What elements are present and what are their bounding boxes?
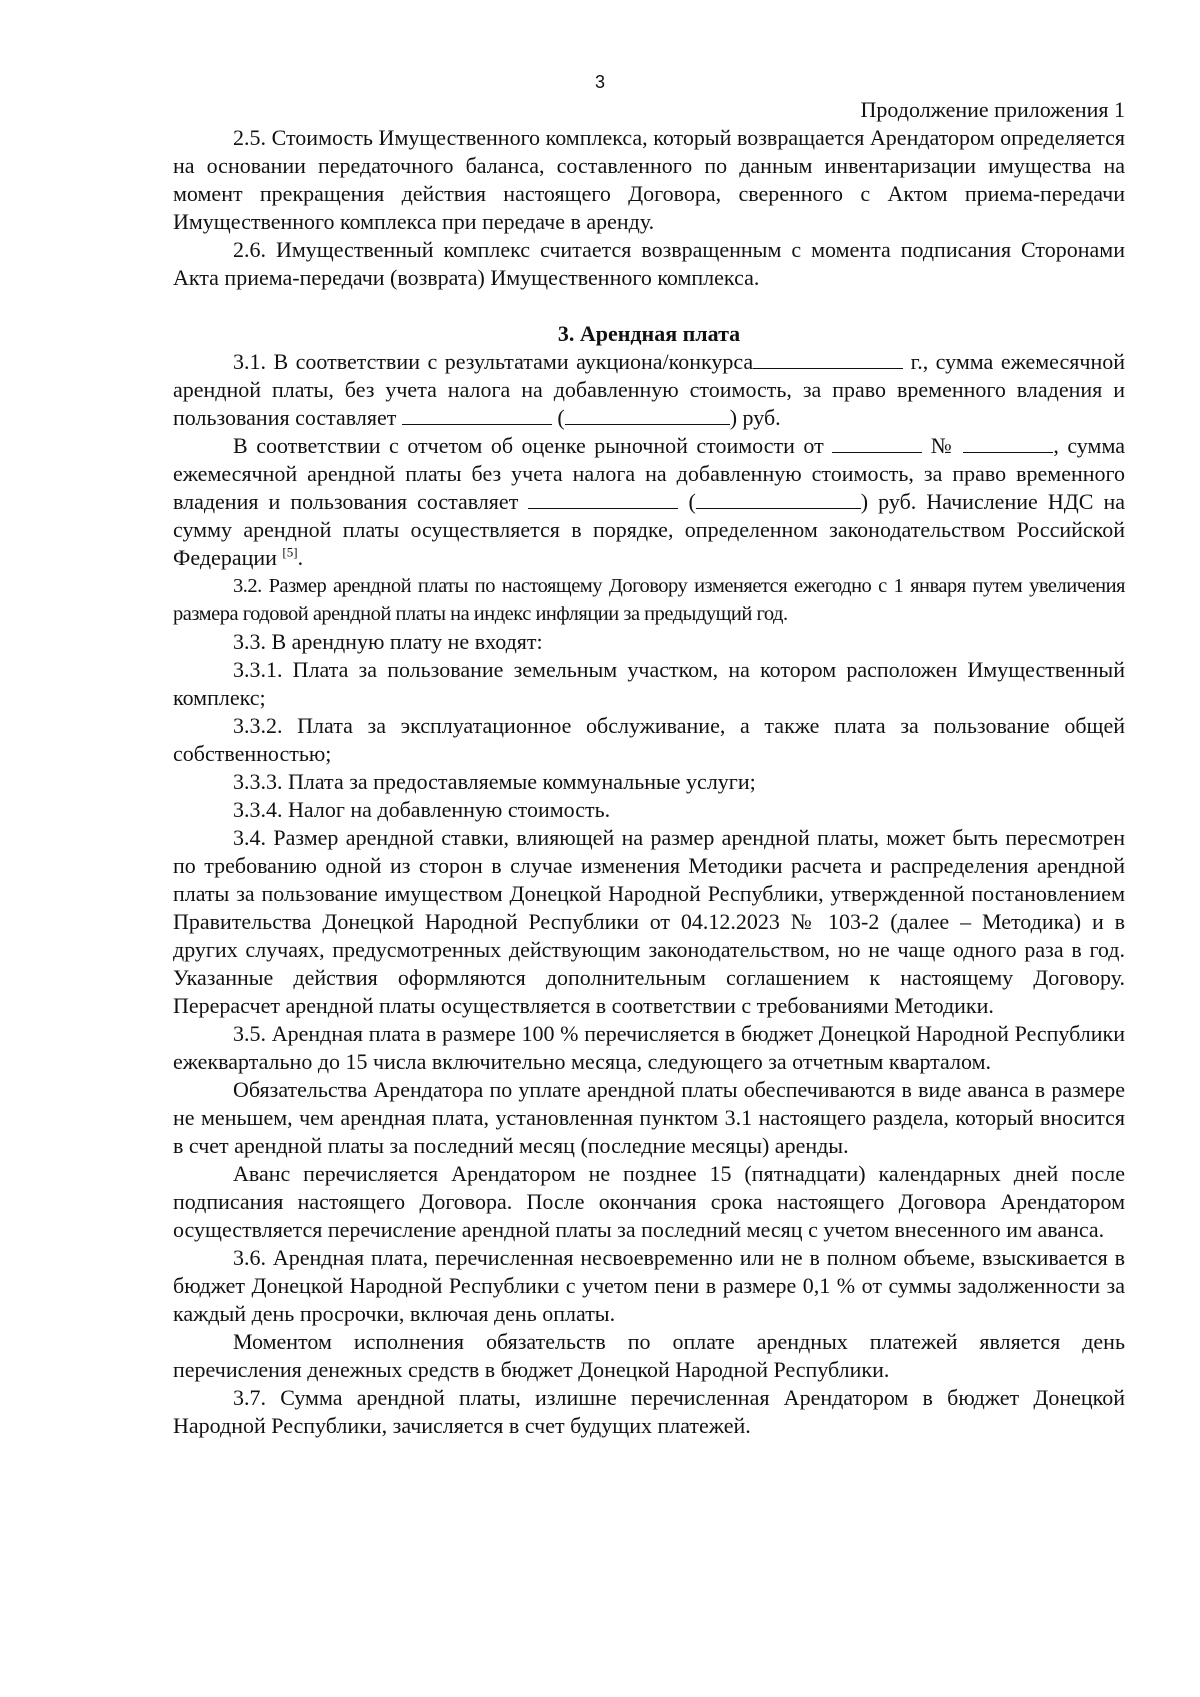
clause-3-6-moment: Моментом исполнения обязательств по оплате арендных платежей является день перечисления денежных средств в бюджет Донецкой Народной Республики. xyxy=(173,1329,1125,1382)
blank-field xyxy=(832,432,922,453)
clause-3-7: 3.7. Сумма арендной платы, излишне перечисленная Арендатором в бюджет Донецкой Народной Республики, зачисляется в счет будущих платежей. xyxy=(173,1385,1125,1438)
spacer xyxy=(173,292,1125,306)
blank-field xyxy=(402,404,552,425)
blank-field xyxy=(963,432,1053,453)
blank-field xyxy=(696,488,861,509)
section-3-title: 3. Арендная плата xyxy=(557,321,741,346)
document-body xyxy=(173,96,1125,1440)
page-number: 3 xyxy=(594,72,605,92)
clause-2-6: 2.6. Имущественный комплекс считается возвращенным с момента подписания Сторонами Акта приема-передачи (возврата) Имущественного комплекса. xyxy=(173,237,1125,290)
clause-3-3: 3.3. В арендную плату не входят: xyxy=(233,629,543,654)
clause-3-3-1: 3.3.1. Плата за пользование земельным участком, на котором расположен Имущественный комплекс; xyxy=(173,657,1125,710)
clause-3-5: 3.5. Арендная плата в размере 100 % перечисляется в бюджет Донецкой Народной Республики ежеквартально до 15 числа включительно месяца, следующего за отчетным кварталом. xyxy=(173,1021,1125,1074)
footnote-ref: [5] xyxy=(282,544,298,560)
clause-3-2: 3.2. Размер арендной платы по настоящему Договору изменяется ежегодно с 1 января путем увеличения размера годовой арендной платы на индекс инфляции за предыдущий год. xyxy=(173,575,1125,625)
clause-3-5-advance: Аванс перечисляется Арендатором не позднее 15 (пятнадцати) календарных дней после подписания настоящего Договора. После окончания срока настоящего Договора Арендатором осуществляется перечисление арендной платы за последний месяц с учетом внесенного им аванса. xyxy=(173,1161,1125,1242)
blank-field xyxy=(565,404,730,425)
clause-3-4: 3.4. Размер арендной ставки, влияющей на размер арендной платы, может быть пересмотрен по требованию одной из сторон в случае изменения Методики расчета и распределения арендной платы за пользование имуществом Донецкой Народной Республики, утвержденной постановлением Правительства Донецкой Народной Республики от 04.12.2023 № 103-2 (далее – Методика) и в других случаях, предусмотренных действующим законодательством, но не чаще одного раза в год. Указанные действия оформляются дополнительным соглашением к настоящему Договору. Перерасчет арендной платы осуществляется в соответствии с требованиями Методики. xyxy=(173,825,1125,1018)
clause-3-3-2: 3.3.2. Плата за эксплуатационное обслуживание, а также плата за пользование общей собственностью; xyxy=(173,713,1125,766)
clause-3-3-3: 3.3.3. Плата за предоставляемые коммунальные услуги; xyxy=(233,769,756,794)
clause-3-6: 3.6. Арендная плата, перечисленная несвоевременно или не в полном объеме, взыскивается в бюджет Донецкой Народной Республики с учетом пени в размере 0,1 % от суммы задолженности за каждый день просрочки, включая день оплаты. xyxy=(173,1245,1125,1326)
blank-field xyxy=(753,348,903,369)
continuation-note: Продолжение приложения 1 xyxy=(860,97,1125,122)
clause-3-5-guarantee: Обязательства Арендатора по уплате арендной платы обеспечиваются в виде аванса в размере не меньшем, чем арендная плата, установленная пунктом 3.1 настоящего раздела, который вносится в счет арендной платы за последний месяц (последние месяцы) аренды. xyxy=(173,1077,1125,1158)
clause-3-1-market: В соответствии с отчетом об оценке рыночной стоимости от № , сумма ежемесячной арендной платы без учета налога на добавленную стоимость, за право временного владения и пользования составляет ( ) руб. Начисление НДС на сумму арендной платы осуществляется в порядке, определенном законодательством Российской Федерации [5]. xyxy=(173,433,1125,570)
clause-3-3-4: 3.3.4. Налог на добавленную стоимость. xyxy=(233,797,611,822)
clause-3-1: 3.1. В соответствии с результатами аукциона/конкурса г., сумма ежемесячной арендной платы, без учета налога на добавленную стоимость, за право временного владения и пользования составляет ( ) руб. xyxy=(173,349,1125,430)
clause-2-5: 2.5. Стоимость Имущественного комплекса, который возвращается Арендатором определяется на основании передаточного баланса, составленного по данным инвентаризации имущества на момент прекращения действия настоящего Договора, сверенного с Актом приема-передачи Имущественного комплекса при передаче в аренду. xyxy=(173,125,1125,234)
blank-field xyxy=(528,488,678,509)
